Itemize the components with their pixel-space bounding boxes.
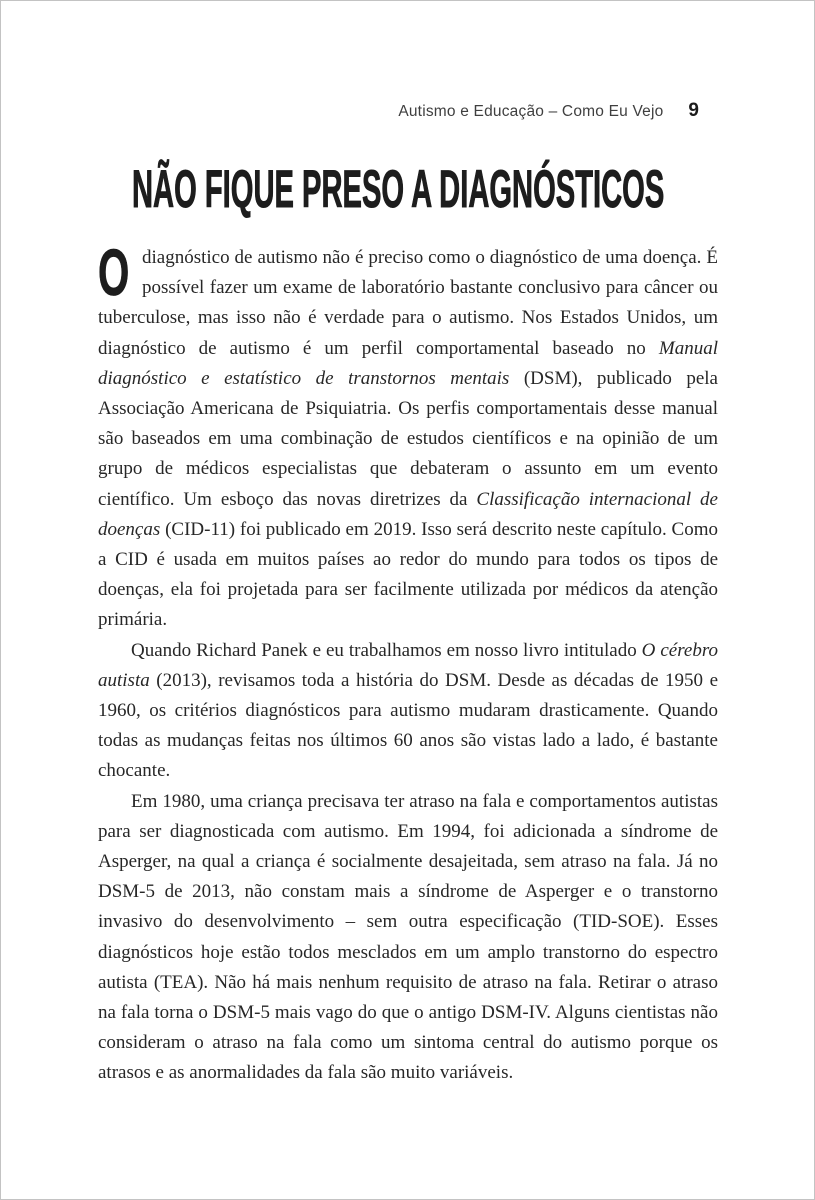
page-header bbox=[98, 101, 699, 122]
text-segment: (DSM), publicado pela Associação Americana de Psiquiatria. Os perfis comportamentais desse manual são baseados em uma combinação de estudos científicos e na opinião de um grupo de médicos especialistas que debateram o assunto em um evento científico. Um esboço das novas diretrizes da bbox=[98, 367, 718, 510]
running-title: Autismo e Educação – Como Eu Vejo bbox=[398, 103, 664, 120]
text-segment: Quando Richard Panek e eu trabalhamos em nosso livro intitulado bbox=[131, 639, 642, 661]
paragraph bbox=[98, 636, 718, 787]
chapter-title-text: NÃO FIQUE PRESO A DIAGNÓSTICOS bbox=[132, 160, 665, 219]
text-segment: (CID-11) foi publicado em 2019. Isso será descrito neste capítulo. Como a CID é usada em muitos países ao redor do mundo para todos os tipos de doenças, ela foi projetada para ser facilmente utilizada por médicos da atenção primária. bbox=[98, 518, 718, 631]
paragraph bbox=[98, 787, 718, 1089]
text-segment: Em 1980, uma criança precisava ter atraso na fala e comportamentos autistas para ser diagnosticada com autismo. Em 1994, foi adicionada a síndrome de Asperger, na qual a criança é socialmente desajeitada, sem atraso na fala. Já no DSM-5 de 2013, não constam mais a síndrome de Asperger e o transtorno invasivo do desenvolvimento – sem outra especificação (TID-SOE). Esses diagnósticos hoje estão todos mesclados em um amplo transtorno do espectro autista (TEA). Não há mais nenhum requisito de atraso na fala. Retirar o atraso na fala torna o DSM-5 mais vago do que o antigo DSM-IV. Alguns cientistas não consideram o atraso na fala como um sintoma central do autismo porque os atrasos e as anormalidades da fala são muito variáveis. bbox=[98, 790, 718, 1084]
chapter-title bbox=[132, 160, 815, 219]
page-number: 9 bbox=[688, 100, 699, 121]
drop-cap: O bbox=[98, 235, 130, 309]
italic-text-segment: Classificação internacional de doenças bbox=[98, 488, 718, 540]
text-segment: diagnóstico de autismo não é preciso como o diagnóstico de uma doença. É possível fazer um exame de laboratório bastante conclusivo para câncer ou tuberculose, mas isso não é verdade para o autismo. Nos Estados Unidos, um diagnóstico de autismo é um perfil comportamental baseado no bbox=[98, 247, 718, 359]
text-segment: (2013), revisamos toda a história do DSM. Desde as décadas de 1950 e 1960, os critérios diagnósticos para autismo mudaram drasticamente. Quando todas as mudanças feitas nos últimos 60 anos são vistas lado a lado, é bastante chocante. bbox=[98, 669, 718, 782]
paragraph bbox=[98, 235, 718, 636]
body-paragraphs bbox=[98, 235, 719, 1089]
italic-text-segment: O cérebro autista bbox=[98, 639, 719, 691]
italic-text-segment: Manual diagnóstico e estatístico de transtornos mentais bbox=[98, 337, 718, 389]
